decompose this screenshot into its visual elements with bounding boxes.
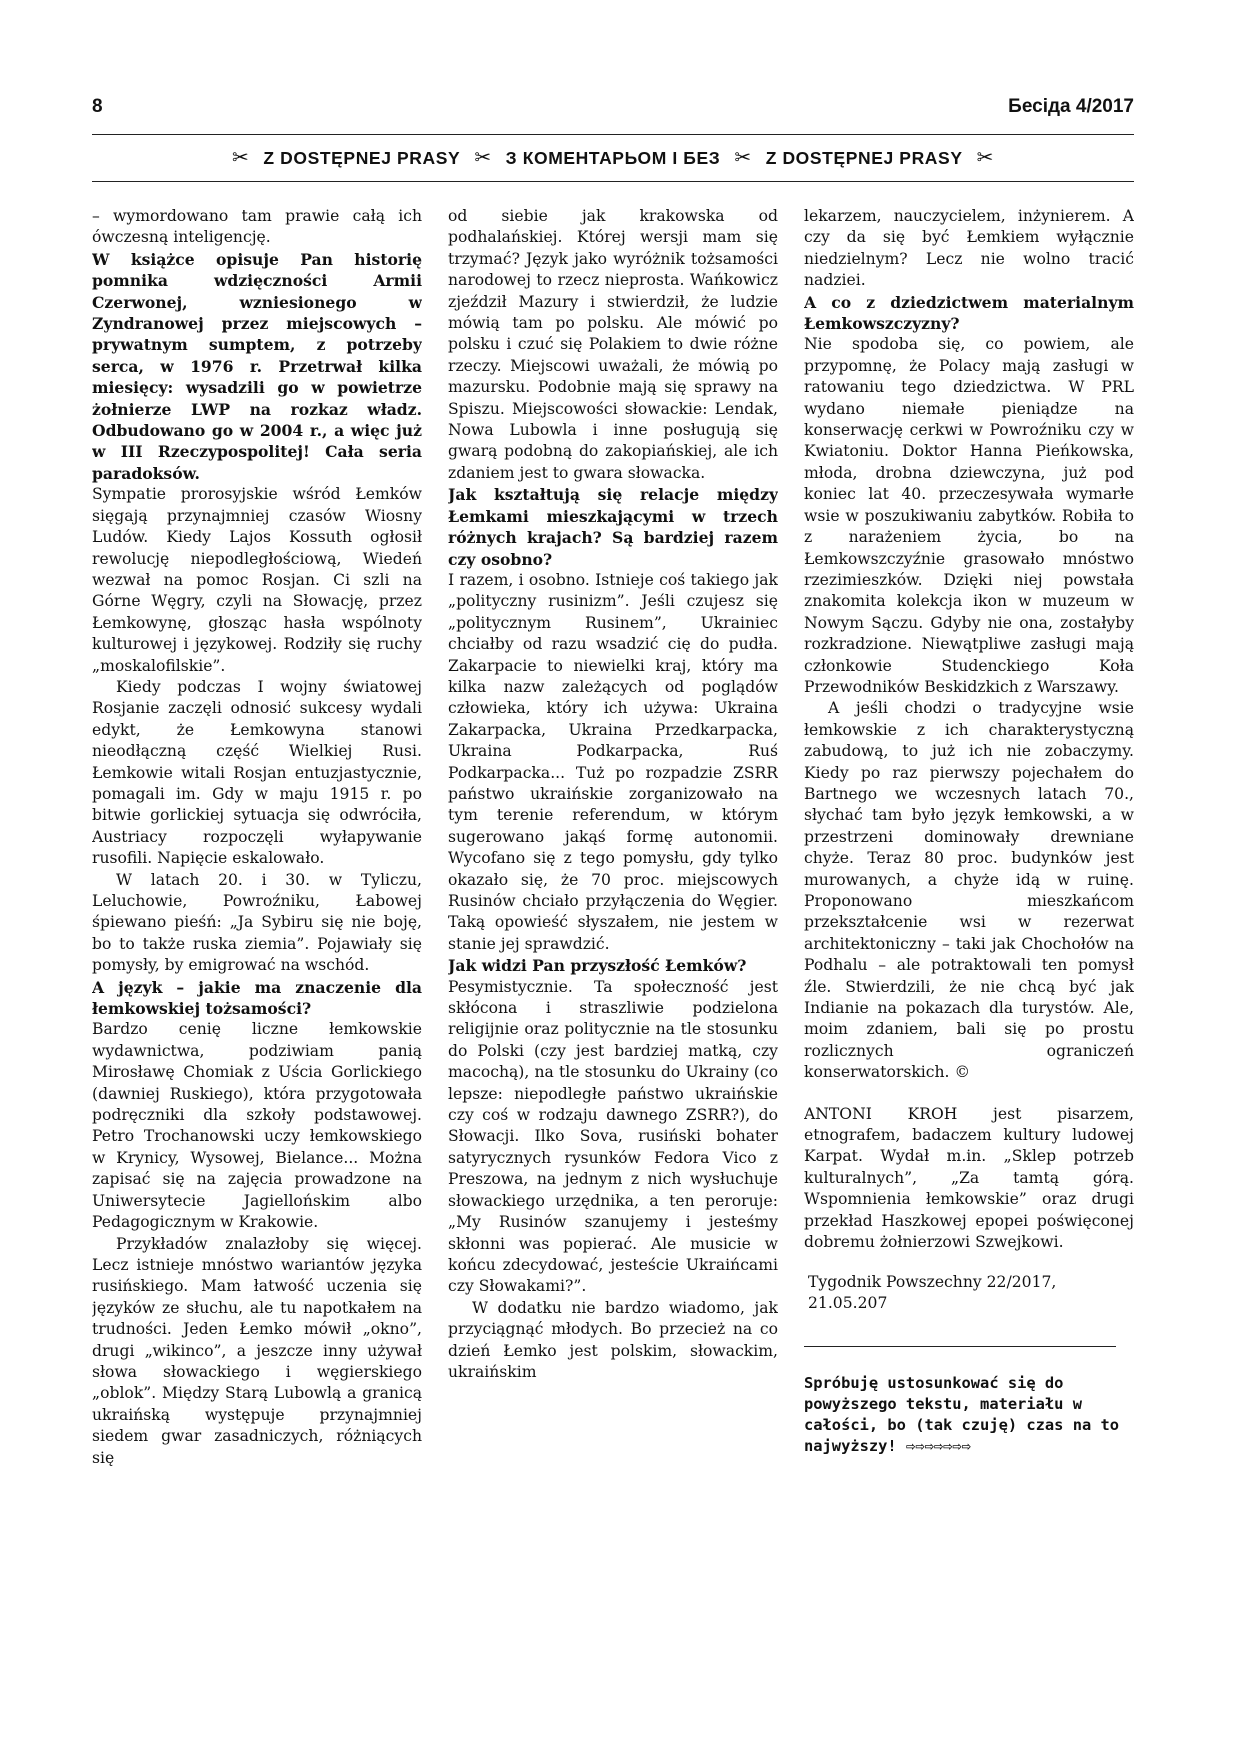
paragraph: od siebie jak krakowska od podhalańskiej. Której wersji mam się trzymać? Język jako wyróżnik tożsamości narodowej to rzecz nieprosta. Wańkowicz zjeździł Mazury i stwierdził, że ludzie mówią tam po polsku. Ale mówić po polsku i czuć się Polakiem to dwie różne rzeczy. Miejscowi uważali, że mówią po mazursku. Podobnie mają się sprawy na Spiszu. Miejscowości słowackie: Lendak, Nowa Lubowla i inne posługują się gwarą podobną do zakopiańskiej, ale ich zdaniem jest to gwara słowacka. [448, 207, 778, 482]
banner-segment-3: Z DOSTĘPNEJ PRASY [765, 147, 963, 168]
banner-segment-1: Z DOSTĘPNEJ PRASY [263, 147, 461, 168]
source-citation: Tygodnik Powszechny 22/2017, 21.05.207 [808, 1272, 1057, 1312]
paragraph: W latach 20. i 30. w Tyliczu, Leluchowie, Powroźniku, Łabowej śpiewano pieśń: „Ja Sybiru się nie boję, bo to także ruska ziemia”. Pojawiały się pomysły, by emigrować na wschód. [92, 870, 422, 975]
paragraph: lekarzem, nauczycielem, inżynierem. A czy da się być Łemkiem wyłącznie niedzielnym? Lecz nie wolno tracić nadziei. [804, 207, 1134, 290]
page-header [92, 92, 1134, 122]
text-column-1 [92, 206, 422, 1722]
paragraph: A jeśli chodzi o tradycyjne wsie łemkowskie z ich charakterystyczną zabudową, to już ich nie zobaczymy. Kiedy po raz pierwszy pojechałem do Bartnego we wczesnych latach 70., słychać tam było język łemkowski, a w przestrzeni dominowały drewniane chyże. Teraz 80 proc. budynków jest murowanych, a chyże idą w ruinę. Proponowano mieszkańcom przekształcenie wsi w rezerwat architektoniczny – taki jak Chochołów na Podhalu – ale potraktowali ten pomysł źle. Stwierdzili, że nie chcą być jak Indianie na pokazach dla turystów. Ale, moim zdaniem, bali się po prostu rozlicznych ograniczeń konserwatorskich. © [804, 699, 1134, 1082]
paragraph: Bardzo cenię liczne łemkowskie wydawnictwa, podziwiam panią Mirosławę Chomiak z Uścia Gorlickiego (dawniej Ruskiego), która przygotowała podręczniki dla szkoły podstawowej. Petro Trochanowski uczy łemkowskiego w Krynicy, Wysowej, Bielance... Można zapisać się na zajęcia prowadzone na Uniwersytecie Jagiellońskim albo Pedagogicznym w Krakowie. [92, 1020, 422, 1232]
section-banner [92, 134, 1134, 182]
paragraph: W dodatku nie bardzo wiadomo, jak przyciągnąć młodych. Bo przecież na co dzień Łemko jest polskim, słowackim, ukraińskim [448, 1298, 778, 1381]
article-body [92, 206, 1134, 1722]
page-number: 8 [92, 96, 103, 117]
paragraph: – wymordowano tam prawie całą ich ówczesną inteligencję. [92, 207, 422, 247]
interview-question: A język – jakie ma znaczenie dla łemkowskiej tożsamości? [92, 977, 422, 1019]
paragraph: Przykładów znalazłoby się więcej. Lecz istnieje mnóstwo wariantów języka rusińskiego. Mam łatwość uczenia się języków ze słuchu, ale tu napotkałem na trudności. Jeden Łemko mówił „okno”, drugi „wikinco”, a jeszcze inny używał słowa słowackiego i węgierskiego „oblok”. Między Starą Lubowlą a granicą ukraińską występuje przynajmniej siedem gwar zasadniczych, różniących się [92, 1234, 422, 1467]
issue-label: Бесіда 4/2017 [1008, 96, 1134, 117]
interview-question: W książce opisuje Pan historię pomnika wdzięczności Armii Czerwonej, wzniesionego w Zyndranowej przez miejscowych – prywatnym sumptem, z potrzeby serca, w 1976 r. Przetrwał kilka miesięcy: wysadzili go w powietrze żołnierze LWP na rozkaz władz. Odbudowano go w 2004 r., a więc już w III Rzeczypospolitej! Cała seria paradoksów. [92, 249, 422, 483]
scissors-icon: ✂ [232, 147, 250, 169]
divider [804, 1346, 1116, 1347]
paragraph: Pesymistycznie. Ta społeczność jest skłócona i straszliwie podzielona religijnie oraz politycznie na tle stosunku do Polski (czy jest bardziej matką, czy macochą), na tle stosunku do Ukrainy (co lepsze: niepodległe państwo ukraińskie czy coś w rodzaju dawnego ZSRR?), do Słowacji. Ilko Sova, rusiński bohater satyrycznych rysunków Fedora Vico z Preszowa, na jednym z nich wysłuchuje słowackiego urzędnika, a ten peroruje: „My Rusinów szanujemy i jesteśmy skłonni was popierać. Ale musicie w końcu zdecydować, jesteście Ukraińcami czy Słowakami?”. [448, 977, 778, 1296]
scissors-icon: ✂ [976, 147, 994, 169]
scissors-icon: ✂ [474, 147, 492, 169]
page [92, 92, 1134, 1732]
paragraph: I razem, i osobno. Istnieje coś takiego jak „polityczny rusinizm”. Jeśli czujesz się „politycznym Rusinem”, Ukrainiec chciałby od razu wsadzić cię do pudła. Zakarpacie to niewielki kraj, który ma kilka nazw zależących od poglądów człowieka, który ich używa: Ukraina Zakarpacka, Ukraina Przedkarpacka, Ukraina Podkarpacka, Ruś Podkarpacka... Tuż po rozpadzie ZSRR państwo ukraińskie zorganizowało na tym terenie referendum, w którym sugerowano jakąś formę autonomii. Wycofano się z tego pomysłu, gdy tylko okazało się, że 70 proc. miejscowych Rusinów chciało przyłączenia do Węgier. Taką opowieść słyszałem, nie jestem w stanie jej sprawdzić. [448, 570, 778, 953]
author-bio: ANTONI KROH jest pisarzem, etnografem, badaczem kultury ludowej Karpat. Wydał m.in. „Sklep potrzeb kulturalnych”, „Za tamtą górą. Wspomnienia łemkowskie” oraz drugi przekład Haszkowej epopei poświęconej dobremu żołnierzowi Szwejkowi. [804, 1104, 1134, 1252]
editor-note: Spróbuję ustosunkować się do powyższego tekstu, materiału w całości, bo (tak czuję) czas na to najwyższy! ⇨⇨⇨⇨⇨⇨⇨ [804, 1374, 1120, 1456]
text-column-3 [804, 206, 1134, 1722]
paragraph: Sympatie prorosyjskie wśród Łemków sięgają przynajmniej czasów Wiosny Ludów. Kiedy Lajos Kossuth ogłosił rewolucję niepodległościową, Wiedeń wezwał na pomoc Rosjan. Ci szli na Górne Węgry, czyli na Słowację, przez Łemkowynę, głosząc hasła wspólnoty kulturowej i językowej. Rodziły się ruchy „moskalofilskie”. [92, 485, 422, 675]
paragraph: Kiedy podczas I wojny światowej Rosjanie zaczęli odnosić sukcesy wydali edykt, że Łemkowyna stanowi nieodłączną część Wielkiej Rusi. Łemkowie witali Rosjan entuzjastycznie, pomagali im. Gdy w maju 1915 r. po bitwie gorlickiej sytuacja się odwróciła, Austriacy rozpoczęli wyłapywanie rusofili. Napięcie eskalowało. [92, 677, 422, 868]
interview-question: A co z dziedzictwem materialnym Łemkowszczyzny? [804, 292, 1134, 334]
banner-segment-2: З КОМЕНТАРЬОМ І БЕЗ [505, 147, 721, 168]
paragraph: Nie spodoba się, co powiem, ale przypomnę, że Polacy mają zasługi w ratowaniu tego dziedzictwa. W PRL wydano niemałe pieniądze na konserwację cerkwi w Powroźniku czy w Kwiatoniu. Doktor Hanna Pieńkowska, młoda, drobna dziewczyna, już pod koniec lat 40. przeczesywała wymarłe wsie w poszukiwaniu zabytków. Robiła to z narażeniem życia, bo na Łemkowszczyźnie grasowało mnóstwo rzezimieszków. Dzięki niej powstała znakomita kolekcja ikon w muzeum w Nowym Sączu. Gdyby nie ona, zostałyby rozkradzione. Niewątpliwe zasługi mają członkowie Studenckiego Koła Przewodników Beskidzkich z Warszawy. [804, 335, 1134, 696]
text-column-2 [448, 206, 778, 1722]
scissors-icon: ✂ [734, 147, 752, 169]
interview-question: Jak kształtują się relacje między Łemkami mieszkającymi w trzech różnych krajach? Są bardziej razem czy osobno? [448, 485, 778, 569]
interview-question: Jak widzi Pan przyszłość Łemków? [448, 956, 747, 976]
